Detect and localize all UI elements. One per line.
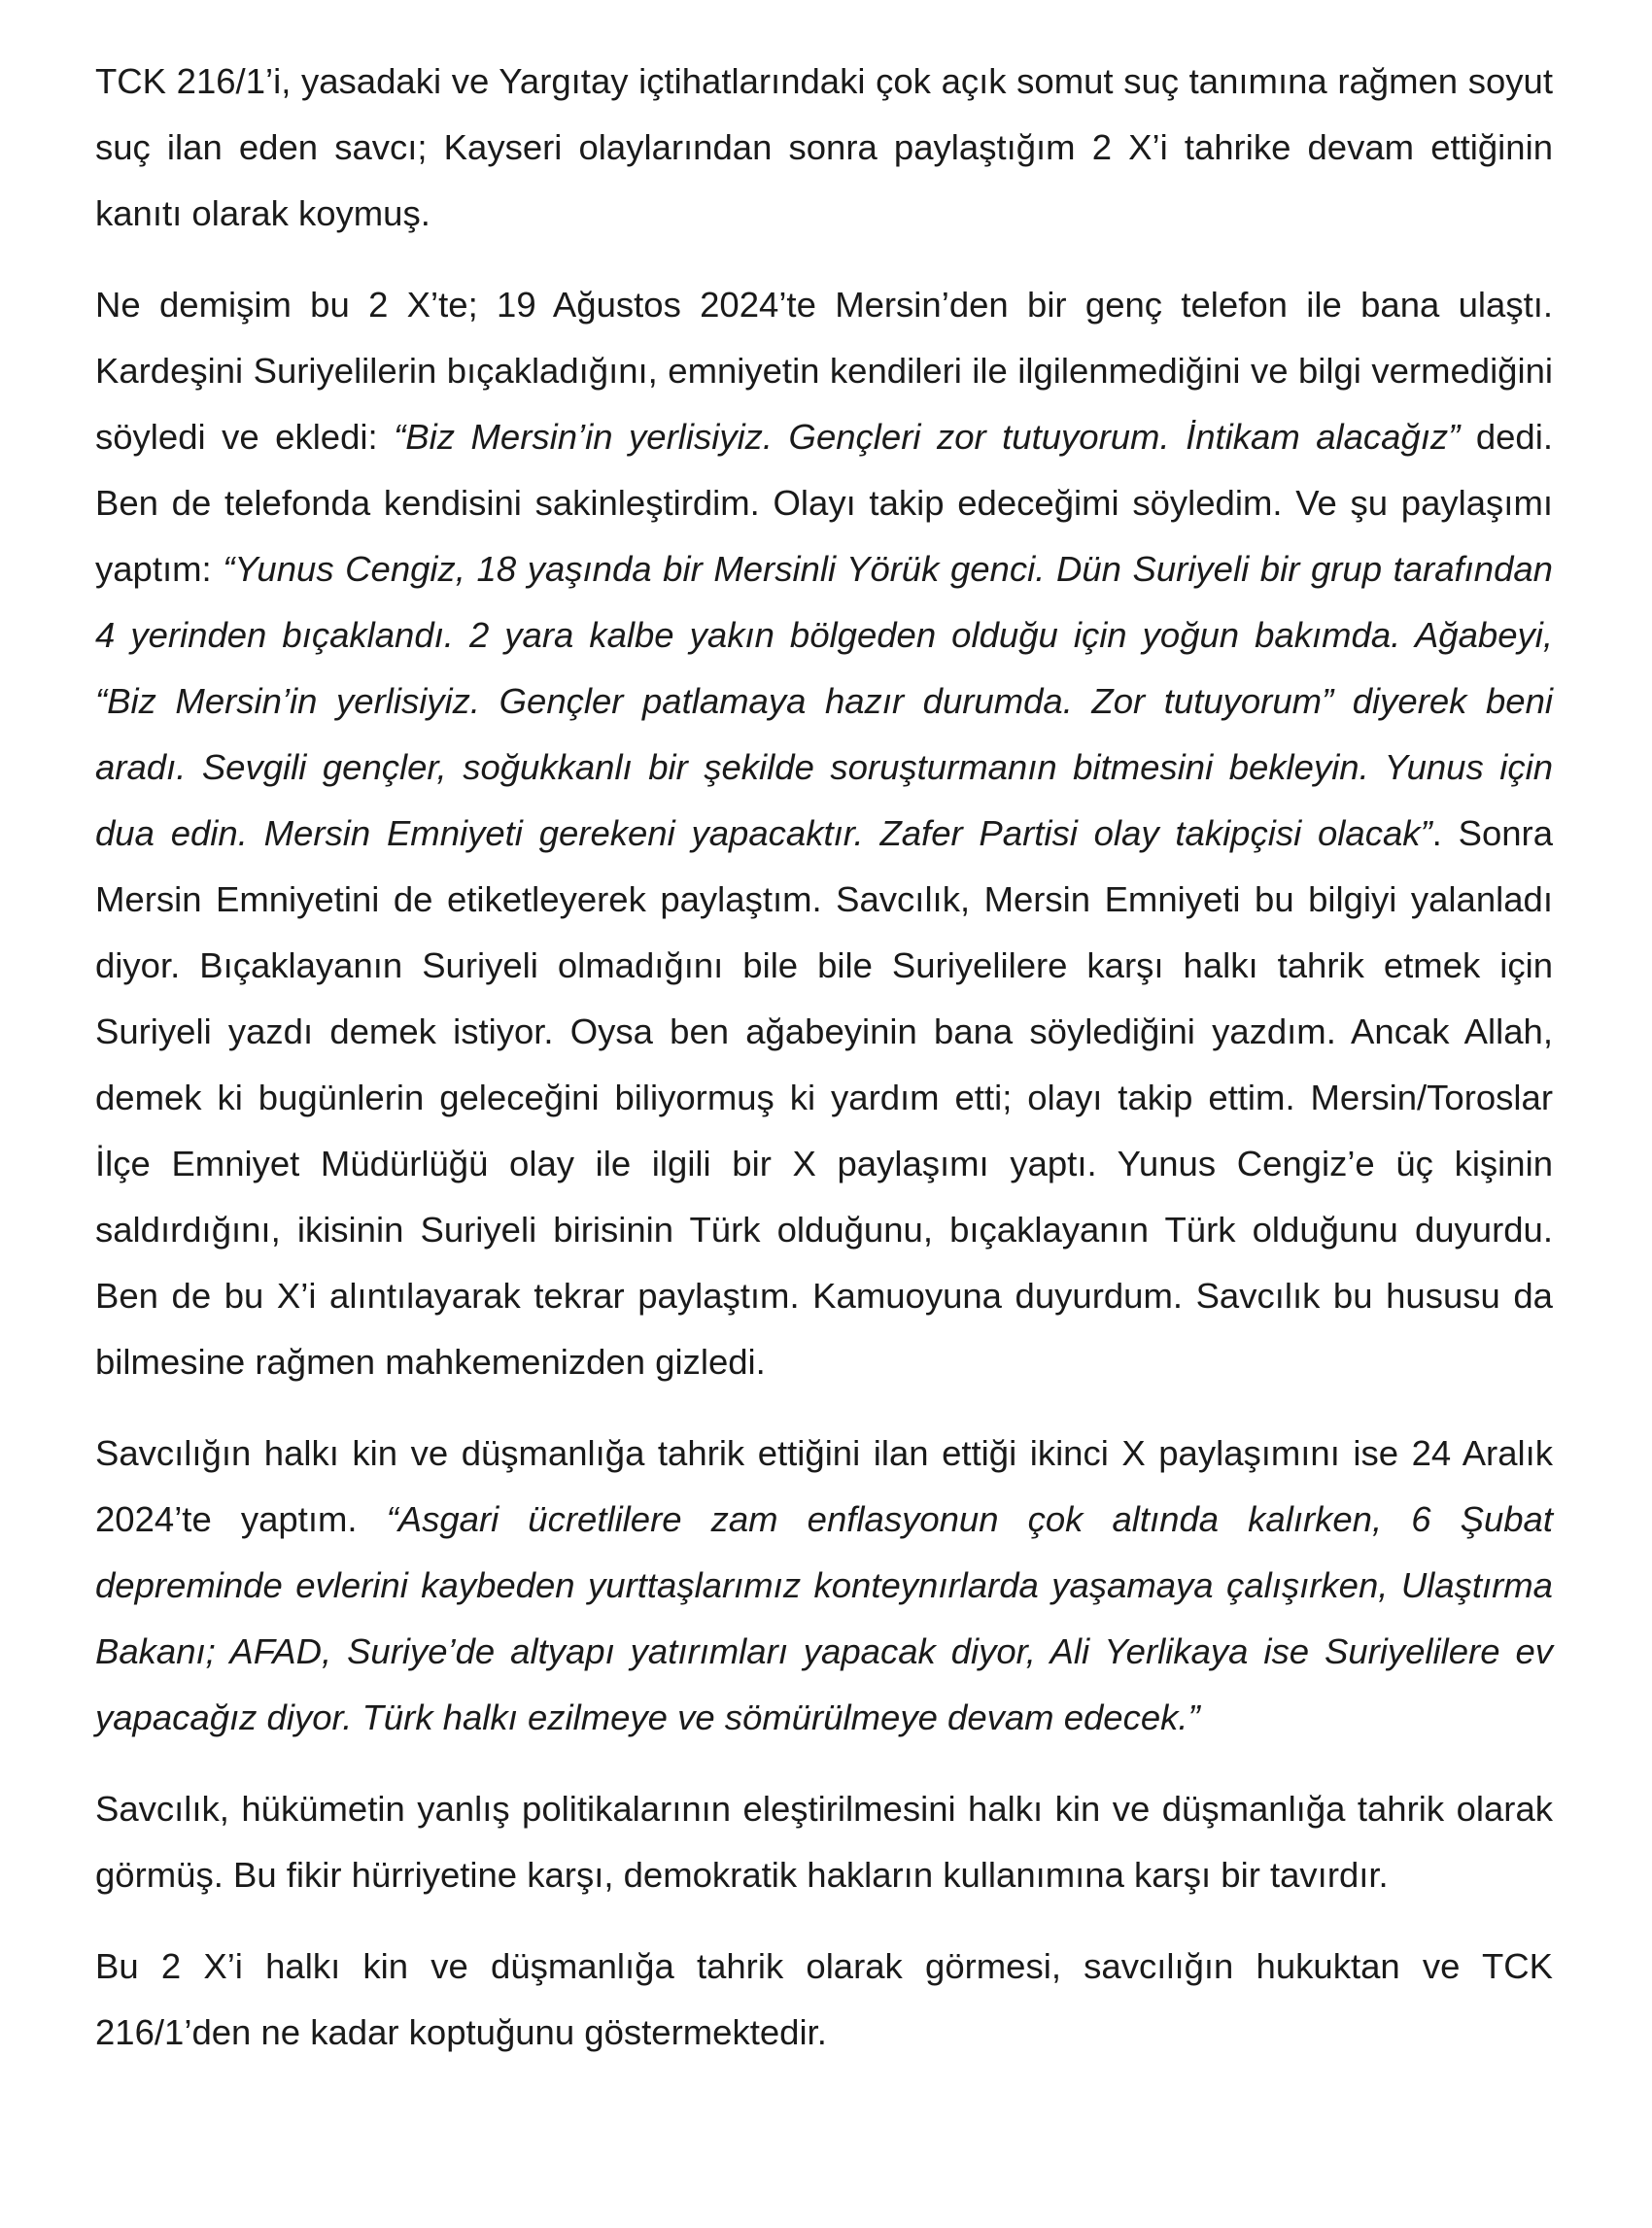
paragraph-2-text-c: . Sonra Mersin Emniyetini de etiketleyerek paylaştım. Savcılık, Mersin Emniyeti bu bilgiyi yalanladı diyor. Bıçaklayanın Suriyeli olmadığını bile bile Suriyelilere karşı halkı tahrik etmek için Suriyeli yazdı demek istiyor. Oysa ben ağabeyinin bana söylediğini yazdım. Ancak Allah, demek ki bugünlerin geleceğini biliyormuş ki yardım etti; olayı takip ettim. Mersin/Toroslar İlçe Emniyet Müdürlüğü olay ile ilgili bir X paylaşımı yaptı. Yunus Cengiz’e üç kişinin saldırdığını, ikisinin Suriyeli birisinin Türk olduğunu, bıçaklayanın Türk olduğunu duyurdu. Ben de bu X’i alıntılayarak tekrar paylaştım. Kamuoyuna duyurdum. Savcılık bu hususu da bilmesine rağmen mahkemenizden gizledi. bbox=[95, 813, 1554, 1382]
paragraph-5 bbox=[95, 1934, 1553, 2066]
paragraph-2 bbox=[95, 272, 1553, 1395]
quote-second-post: “Asgari ücretlilere zam enflasyonun çok altında kalırken, 6 Şubat depreminde evlerini kaybeden yurttaşlarımız konteynırlarda yaşamaya çalışırken, Ulaştırma Bakanı; AFAD, Suriye’de altyapı yatırımları yapacak diyor, Ali Yerlikaya ise Suriyelilere ev yapacağız diyor. Türk halkı ezilmeye ve sömürülmeye devam edecek.” bbox=[95, 1499, 1553, 1737]
paragraph-5-text: Bu 2 X’i halkı kin ve düşmanlığa tahrik olarak görmesi, savcılığın hukuktan ve TCK 216/1’den ne kadar koptuğunu göstermektedir. bbox=[95, 1946, 1553, 2052]
paragraph-3-text: Savcılığın halkı kin ve düşmanlığa tahrik ettiğini ilan ettiği ikinci X paylaşımını ise 24 Aralık 2024’te yaptım. bbox=[95, 1433, 1553, 1539]
quote-first-post: “Yunus Cengiz, 18 yaşında bir Mersinli Yörük genci. Dün Suriyeli bir grup tarafından 4 yerinden bıçaklandı. 2 yara kalbe yakın bölgeden olduğu için yoğun bakımda. Ağabeyi, “Biz Mersin’in yerlisiyiz. Gençler patlamaya hazır durumda. Zor tutuyorum” diyerek beni aradı. Sevgili gençler, soğukkanlı bir şekilde soruşturmanın bitmesini bekleyin. Yunus için dua edin. Mersin Emniyeti gerekeni yapacaktır. Zafer Partisi olay takipçisi olacak” bbox=[95, 549, 1553, 853]
document-page bbox=[95, 49, 1553, 2091]
paragraph-2-text-b: dedi. Ben de telefonda kendisini sakinleştirdim. Olayı takip edeceğimi söyledim. Ve şu paylaşımı yaptım: bbox=[95, 417, 1553, 589]
paragraph-1 bbox=[95, 49, 1553, 247]
paragraph-3 bbox=[95, 1421, 1553, 1751]
quote-mersin-call: “Biz Mersin’in yerlisiyiz. Gençleri zor tutuyorum. İntikam alacağız” bbox=[394, 417, 1461, 457]
paragraph-4-text: Savcılık, hükümetin yanlış politikalarının eleştirilmesini halkı kin ve düşmanlığa tahrik olarak görmüş. Bu fikir hürriyetine karşı, demokratik hakların kullanımına karşı bir tavırdır. bbox=[95, 1789, 1553, 1895]
paragraph-2-text-a: Ne demişim bu 2 X’te; 19 Ağustos 2024’te Mersin’den bir genç telefon ile bana ulaştı. Kardeşini Suriyelilerin bıçakladığını, emniyetin kendileri ile ilgilenmediğini ve bilgi vermediğini söyledi ve ekledi: bbox=[95, 285, 1553, 457]
paragraph-4 bbox=[95, 1776, 1553, 1908]
paragraph-1-text: TCK 216/1’i, yasadaki ve Yargıtay içtihatlarındaki çok açık somut suç tanımına rağmen soyut suç ilan eden savcı; Kayseri olaylarından sonra paylaştığım 2 X’i tahrike devam ettiğinin kanıtı olarak koymuş. bbox=[95, 61, 1553, 233]
